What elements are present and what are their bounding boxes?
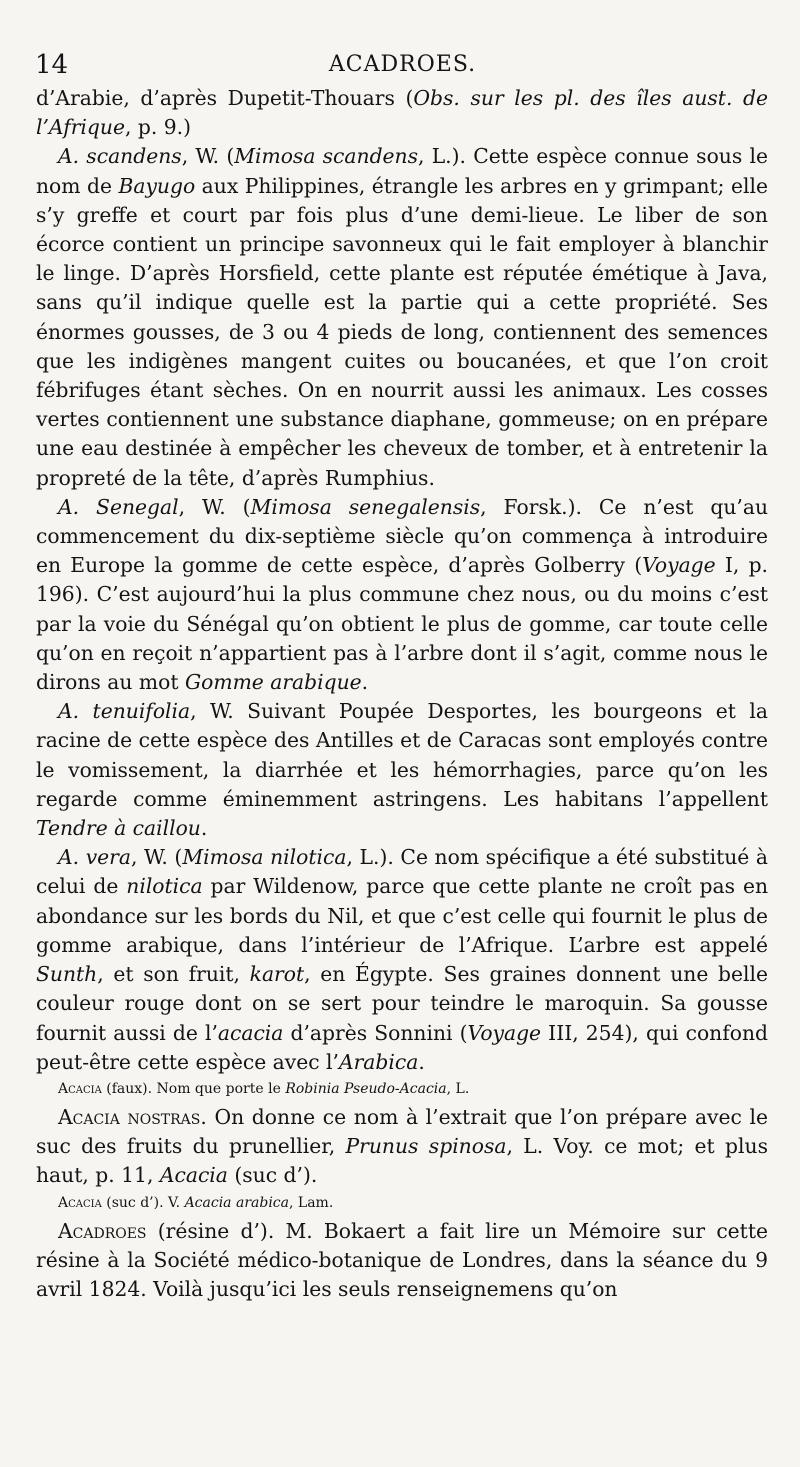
paragraph-continuation: d’Arabie, d’après Dupetit-Thouars (Obs. sur les pl. des îles aust. de l’Afrique, p. 9.) — [36, 86, 768, 140]
note-acacia-faux: Acacia (faux). Nom que porte le Robinia Pseudo-Acacia, L. — [58, 1080, 470, 1097]
running-title: ACADROES. — [328, 52, 477, 77]
page-number: 14 — [35, 50, 69, 80]
entry-acacia-vera: A. vera, W. (Mimosa nilotica, L.). Ce nom spécifique a été substitué à celui de nilotica par Wildenow, parce que cette plante ne croît pas en abondance sur les bords du Nil, et que c’est celle qui fournit le plus de gomme arabique, dans l’intérieur de l’Afrique. L’arbre est appelé Sunth, et son fruit, karot, en Égypte. Ses graines donnent une belle couleur rouge dont on se sert pour teindre le maroquin. Sa gousse fournit aussi de l’acacia d’après Sonnini (Voyage III, 254), qui confond peut-être cette espèce avec l’Arabica. — [36, 845, 769, 1074]
entry-acadroes: Acadroes (résine d’). M. Bokaert a fait lire un Mémoire sur cette résine à la Société médico-botanique de Londres, dans la séance du 9 avril 1824. Voilà jusqu’ici les seuls renseignemens qu’on — [36, 1218, 768, 1301]
entry-acacia-tenuifolia: A. tenuifolia, W. Suivant Poupée Desportes, les bourgeons et la racine de cette espèce des Antilles et de Caracas sont employés contre le vomissement, la diarrhée et les hémorrhagies, parce qu’on les regarde comme éminemment astringens. Les habitans l’appellent Tendre à caillou. — [36, 699, 768, 841]
entry-acacia-scandens: A. scandens, W. (Mimosa scandens, L.). Cette espèce connue sous le nom de Bayugo aux Philippines, étrangle les arbres en y grimpant; elle s’y greffe et court par fois plus d’une demi-lieue. Le liber de son écorce contient un principe savonneux qui le fait employer à blanchir le linge. D’après Horsfield, cette plante est réputée émétique à Java, sans qu’il indique quelle est la partie qui a cette propriété. Ses énormes gousses, de 3 ou 4 pieds de long, contiennent des semences que les indigènes mangent cuites ou boucanées, et que l’on croit fébrifuges étant sèches. On en nourrit aussi les animaux. Les cosses vertes contiennent une substance diaphane, gommeuse; on en prépare une eau destinée à empêcher les cheveux de tomber, et à entretenir la propreté de la tête, d’après Rumphius. — [36, 144, 768, 490]
page-header — [35, 48, 770, 86]
note-acacia-suc: Acacia (suc d’). V. Acacia arabica, Lam. — [58, 1194, 334, 1211]
page-body — [36, 84, 768, 1304]
entry-acacia-nostras: Acacia nostras. On donne ce nom à l’extrait que l’on prépare avec le suc des fruits du prunellier, Prunus spinosa, L. Voy. ce mot; et plus haut, p. 11, Acacia (suc d’). — [36, 1104, 768, 1188]
entry-acacia-senegal: A. Senegal, W. (Mimosa senegalensis, Forsk.). Ce n’est qu’au commencement du dix-septième siècle qu’on commença à introduire en Europe la gomme de cette espèce, d’après Golberry (Voyage I, p. 196). C’est aujourd’hui la plus commune chez nous, ou du moins c’est par la voie du Sénégal qu’on obtient le plus de gomme, car toute celle qu’on en reçoit n’appartient pas à l’arbre dont il s’agit, comme nous le dirons au mot Gomme arabique. — [36, 494, 769, 695]
